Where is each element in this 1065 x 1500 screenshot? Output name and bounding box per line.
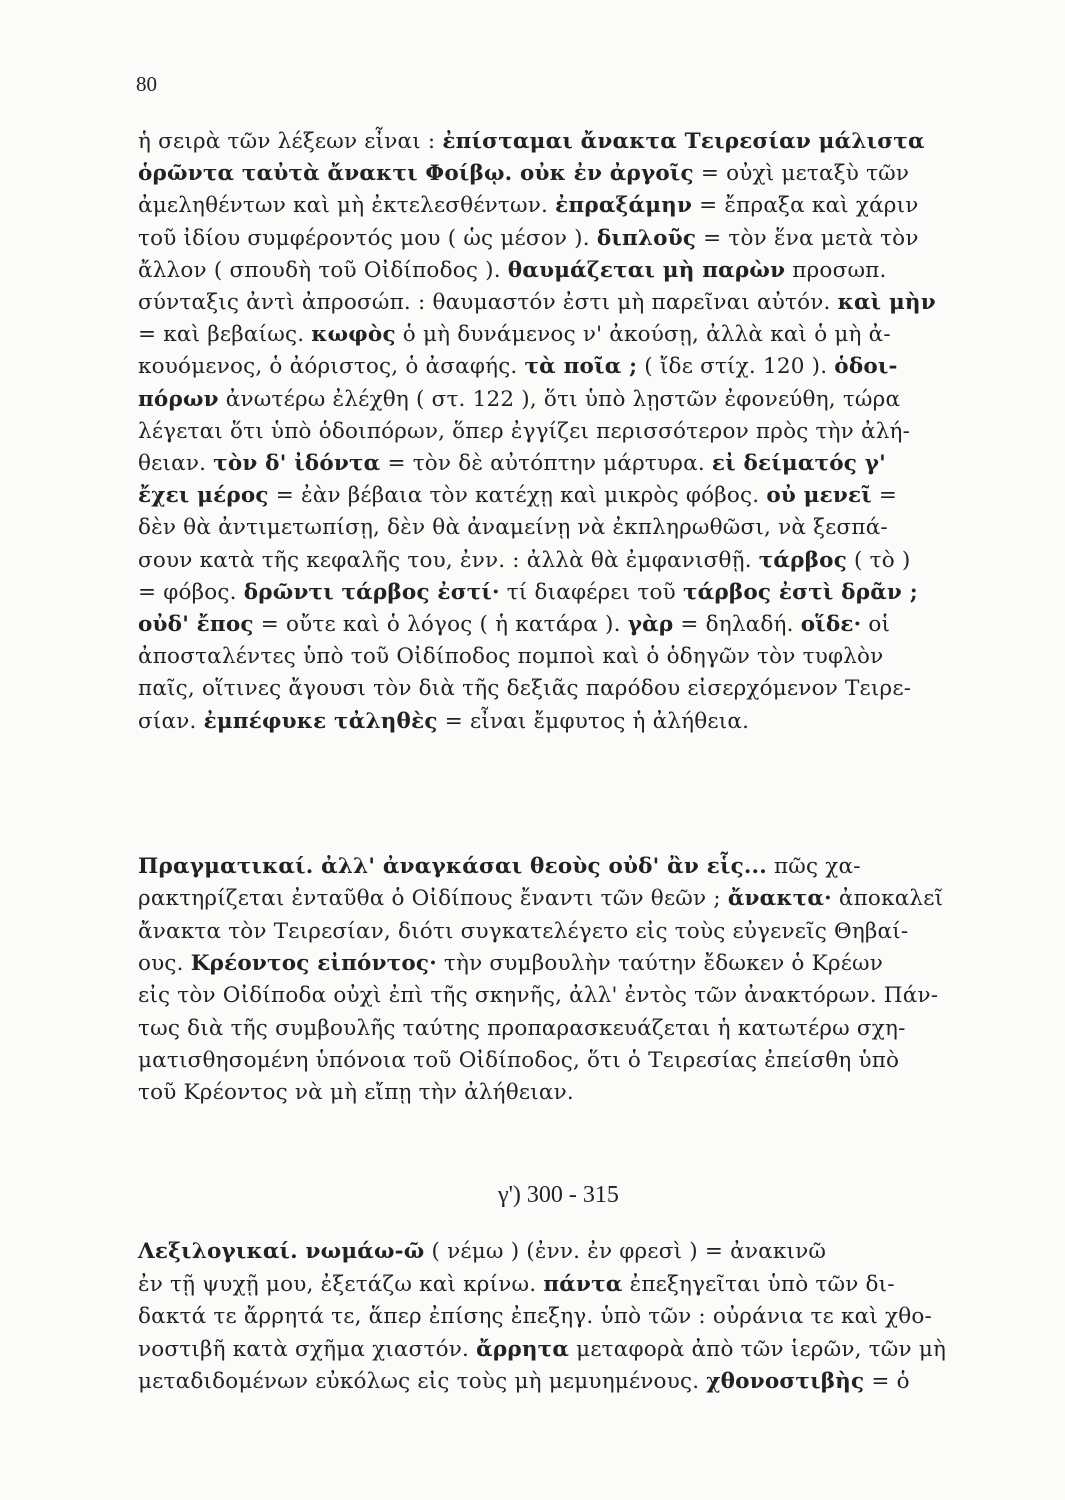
text-run: ἀποσταλέντες ὑπὸ τοῦ Οἰδίποδος πομποὶ καὶ ὁ ὁδηγῶν τὸν τυφλὸν [138, 644, 884, 670]
text-run: ἄλλον ( σπουδὴ τοῦ Οἰδίποδος ). [138, 257, 508, 283]
text-run: = τὸν δὲ αὐτόπτην μάρτυρα. [380, 451, 712, 476]
text-line [138, 707, 749, 737]
text-run: ὁ μὴ δυνάμενος ν' ἀκούσῃ, ἀλλὰ καὶ ὁ μὴ ἀ- [395, 322, 891, 348]
text-line [138, 352, 898, 382]
text-line [138, 1367, 910, 1397]
text-run: τοῦ ἰδίου συμφέροντός μου ( ὡς μέσον ). [138, 225, 597, 251]
text-line [138, 1302, 932, 1332]
text-run: = ἔπραξα καὶ χάριν [692, 193, 919, 219]
text-run: μεταφορὰ ἀπὸ τῶν ἱερῶν, τῶν μὴ [569, 1336, 947, 1362]
bold-term: θαυμάζεται μὴ παρὼν [507, 257, 786, 283]
text-line [138, 642, 883, 672]
bold-term: δρῶντι τάρβος ἐστί· [243, 579, 500, 605]
text-run: κουόμενος, ὁ ἀόριστος, ὁ ἀσαφής. [138, 354, 525, 380]
bold-term: κωφὸς [311, 322, 396, 348]
bold-term: τάρβος ἐστὶ δρᾶν ; [682, 579, 918, 605]
text-run: πῶς χα- [766, 854, 861, 879]
bold-term: ἄρρητα [476, 1336, 570, 1362]
text-run: ἀμεληθέντων καὶ μὴ ἐκτελεσθέντων. [138, 193, 556, 219]
text-run: ἐν τῇ ψυχῇ μου, ἐξετάζω καὶ κρίνω. [138, 1271, 544, 1297]
text-line [138, 288, 936, 318]
bold-term: τὸν δ' ἰδόντα [213, 451, 381, 476]
bold-term: Λεξιλογικαί. νωμάω-ῶ [138, 1239, 425, 1264]
text-line [138, 481, 897, 511]
bold-term: τὰ ποῖα ; [524, 354, 638, 380]
text-line [138, 674, 911, 704]
text-run: παῖς, οἵτινες ἄγουσι τὸν διὰ τῆς δεξιᾶς παρόδου εἰσερχόμενον Τειρε- [138, 676, 912, 702]
text-run: οἱ [861, 612, 891, 637]
text-run: σουν κατὰ τῆς κεφαλῆς του, ἐνν. : ἀλλὰ θὰ ἐμφανισθῇ. [138, 547, 759, 573]
text-run: = φόβος. [138, 579, 244, 605]
text-run: = καὶ βεβαίως. [138, 322, 312, 348]
text-line [138, 852, 861, 882]
text-run: = τὸν ἕνα μετὰ τὸν [696, 225, 919, 251]
text-line [138, 610, 890, 640]
text-line [138, 884, 943, 914]
page-number: 80 [136, 72, 157, 96]
text-run: = οὐχὶ μεταξὺ τῶν [693, 161, 910, 187]
text-run: σίαν. [138, 708, 204, 734]
section-heading: γ') 300 - 315 [498, 1182, 619, 1208]
text-line [138, 127, 925, 157]
text-run: = ἐὰν βέβαια τὸν κατέχῃ καὶ μικρὸς φόβος. [268, 483, 767, 509]
text-run: ἄνακτα τὸν Τειρεσίαν, διότι συγκατελέγετο εἰς τοὺς εὐγενεῖς Θηβαί- [138, 918, 909, 944]
text-run: ἡ σειρὰ τῶν λέξεων εἶναι : [138, 129, 443, 154]
bold-term: διπλοῦς [596, 225, 697, 251]
bold-term: πόρων [138, 386, 219, 412]
text-line [138, 417, 910, 447]
text-run: ἀποκαλεῖ [831, 886, 944, 912]
text-run: ρακτηρίζεται ἐνταῦθα ὁ Οἰδίπους ἔναντι τῶν θεῶν ; [138, 886, 728, 912]
text-run: τοῦ Κρέοντος νὰ μὴ εἴπῃ τὴν ἀλήθειαν. [138, 1080, 574, 1106]
text-run: δακτά τε ἄρρητά τε, ἅπερ ἐπίσης ἐπεξηγ. ὑπὸ τῶν : οὐράνια τε καὶ χθο- [138, 1304, 932, 1329]
text-run: = [871, 483, 898, 509]
text-run: τὴν συμβουλὴν ταύτην ἔδωκεν ὁ Κρέων [436, 950, 884, 976]
text-line [138, 1046, 899, 1076]
bold-term: Κρέοντος εἰπόντος· [190, 950, 437, 976]
text-run: ( νέμω ) (ἐνν. ἐν φρεσὶ ) = ἀνακινῶ [424, 1239, 827, 1264]
text-line [138, 1270, 895, 1300]
text-line [138, 513, 888, 543]
text-run: ( ἴδε στίχ. 120 ). [637, 354, 835, 380]
text-run: ματισθησομένη ὑπόνοια τοῦ Οἰδίποδος, ὅτι ὁ Τειρεσίας ἐπείσθη ὑπὸ [138, 1047, 900, 1073]
text-line [138, 159, 909, 189]
text-line [138, 981, 938, 1011]
bold-term: ἐπίσταμαι ἄνακτα Τειρεσίαν μάλιστα [442, 129, 925, 154]
text-run: σύνταξις ἀντὶ ἀπροσώπ. : θαυμαστόν ἐστι μὴ παρεῖναι αὐτόν. [138, 290, 838, 315]
text-line [138, 1237, 826, 1267]
text-run: = δηλαδή. [673, 612, 801, 637]
bold-term: ὁρῶντα ταὐτὰ ἄνακτι Φοίβῳ. οὐκ ἐν ἀργοῖς [138, 161, 694, 187]
text-run: ους. [138, 950, 191, 976]
text-line [138, 1014, 906, 1044]
text-line [138, 224, 919, 254]
text-run: εἰς τὸν Οἰδίποδα οὐχὶ ἐπὶ τῆς σκηνῆς, ἀλλ' ἐντὸς τῶν ἀνακτόρων. Πάν- [138, 983, 939, 1009]
text-run: = οὔτε καὶ ὁ λόγος ( ἡ κατάρα ). [253, 612, 628, 637]
text-run: ἐπεξηγεῖται ὑπὸ τῶν δι- [622, 1271, 895, 1297]
text-run: δὲν θὰ ἀντιμετωπίσῃ, δὲν θὰ ἀναμείνῃ νὰ ἐκπληρωθῶσι, νὰ ξεσπά- [138, 515, 888, 541]
text-line [138, 578, 918, 608]
bold-term: Πραγματικαί. ἀλλ' ἀναγκάσαι θεοὺς οὐδ' ἂν εἷς... [138, 854, 767, 879]
bold-term: οἵδε· [800, 612, 862, 637]
text-line [138, 546, 911, 576]
text-run: θειαν. [138, 451, 214, 476]
text-line [138, 1335, 946, 1365]
bold-term: ἐπραξάμην [555, 193, 693, 219]
text-line [138, 1078, 574, 1108]
bold-term: εἰ δείματός γ' [711, 451, 886, 476]
bold-term: καὶ μὴν [837, 290, 936, 315]
text-line [138, 917, 908, 947]
text-run: προσωπ. [785, 257, 887, 283]
text-run: λέγεται ὅτι ὑπὸ ὁδοιπόρων, ὅπερ ἐγγίζει περισσότερον πρὸς τὴν ἀλή- [138, 418, 911, 444]
text-run: τί διαφέρει τοῦ [499, 579, 683, 605]
text-line [138, 949, 883, 979]
bold-term: ἔχει μέρος [138, 483, 269, 509]
text-run: ( τὸ ) [846, 547, 911, 573]
text-line [138, 449, 886, 479]
text-run: νοστιβῆ κατὰ σχῆμα χιαστόν. [138, 1336, 477, 1362]
bold-term: τάρβος [758, 547, 847, 573]
text-run: μεταδιδομένων εὐκόλως εἰς τοὺς μὴ μεμυημένους. [138, 1369, 707, 1394]
bold-term: οὐ μενεῖ [766, 483, 872, 509]
text-run: ἀνωτέρω ἐλέχθη ( στ. 122 ), ὅτι ὑπὸ λῃστῶν ἐφονεύθη, τώρα [218, 386, 901, 412]
text-run: = ὁ [864, 1369, 910, 1394]
text-line [138, 385, 900, 415]
bold-term: οὐδ' ἔπος [138, 612, 254, 637]
bold-term: ἐμπέφυκε τἀληθὲς [203, 708, 438, 734]
bold-term: γὰρ [627, 612, 674, 637]
text-line [138, 320, 891, 350]
bold-term: ἄνακτα· [727, 886, 832, 912]
text-line [138, 256, 887, 286]
bold-term: χθονοστιβὴς [706, 1369, 865, 1394]
text-run: = εἶναι ἔμφυτος ἡ ἀλήθεια. [437, 708, 750, 734]
bold-term: ὁδοι- [834, 354, 898, 380]
text-run: τως διὰ τῆς συμβουλῆς ταύτης προπαρασκευάζεται ἡ κατωτέρω σχη- [138, 1015, 906, 1041]
bold-term: πάντα [543, 1271, 623, 1297]
text-line [138, 191, 919, 221]
